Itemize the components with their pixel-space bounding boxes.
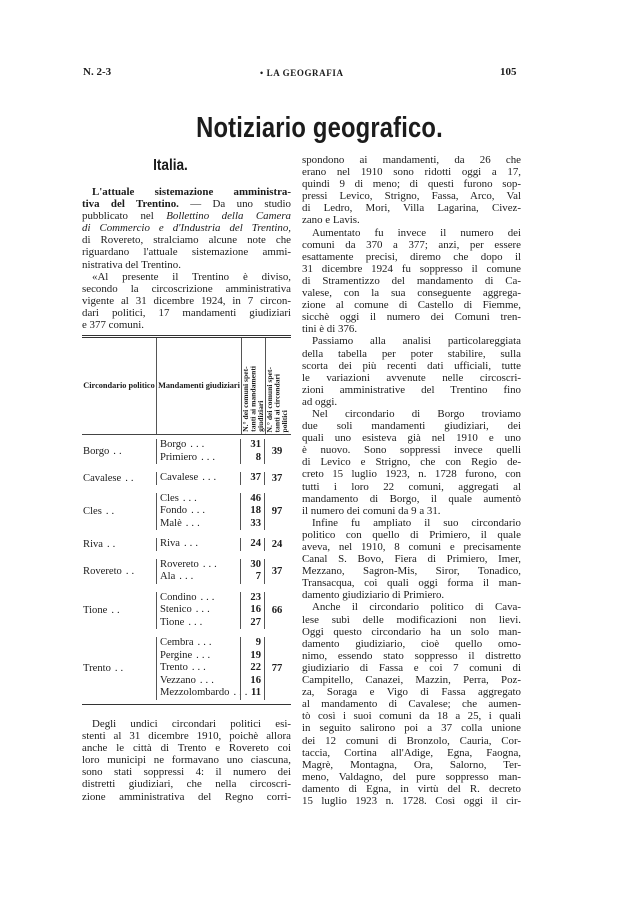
- text-line: [82, 198, 291, 210]
- leader-dots: ...: [202, 472, 220, 483]
- circondario-total: 37: [271, 472, 283, 484]
- leader-dots: ...: [196, 649, 214, 661]
- mandamento-name: Rovereto: [160, 558, 199, 570]
- mandamento: [160, 518, 240, 531]
- paragraph: [302, 408, 521, 517]
- circondario-total: 77: [271, 662, 283, 674]
- table-row: [82, 468, 291, 489]
- text-line: creto 15 luglio 1923, n. 1728 furono, con: [302, 468, 521, 481]
- mandamento-count: 7: [255, 571, 261, 582]
- text-segment: L'attuale sistemazione amministra-: [92, 186, 291, 198]
- mandamento-name: Condino: [160, 591, 197, 603]
- header-cell: [82, 338, 156, 434]
- leader-dots: ...: [184, 538, 201, 549]
- issue-number: N. 2-3: [83, 66, 112, 78]
- leader-dots: ...: [188, 616, 206, 628]
- mandamento: [160, 493, 240, 506]
- paragraph: [302, 154, 521, 227]
- page-number: 105: [500, 66, 517, 78]
- mandamento-count: 16: [250, 604, 261, 615]
- mandamento-count: 30: [250, 558, 261, 570]
- mandamento: [160, 592, 240, 605]
- page-title: Notiziario geografico.: [196, 112, 443, 144]
- text-line: Oggi questo circondario ha un solo man-: [302, 625, 521, 638]
- table-row: [82, 435, 291, 468]
- mandamento-count: 24: [250, 538, 261, 549]
- text-line: giudiziario di Fassa e coi 7 comuni di: [302, 661, 521, 674]
- count-cell: [240, 472, 264, 485]
- right-column-text: [302, 154, 521, 807]
- mandamento-count: 9: [255, 637, 261, 648]
- mandamento-count: 8: [255, 451, 261, 463]
- mandamenti-cell: [156, 493, 240, 531]
- mandamento: [160, 452, 240, 465]
- mandamento-count: 16: [250, 674, 261, 686]
- text-line: anche le città di Trento e Rovereto coi: [82, 742, 291, 755]
- mandamento-count: 27: [250, 616, 261, 628]
- text-line: damento giudiziario di Primiero.: [302, 589, 445, 602]
- mandamento-name: Primiero: [160, 451, 198, 463]
- leader-dots: ...: [190, 439, 208, 450]
- text-line: erano nel 1910 sono ridotti oggi a 17,: [302, 166, 521, 179]
- text-line: dei 12 comuni di Bronzolo, Cauria, Cor-: [302, 734, 521, 747]
- circondario-name: Tione: [83, 604, 108, 616]
- administrative-table: [82, 335, 291, 705]
- mandamento-count: 19: [250, 649, 261, 661]
- total-cell: [264, 538, 289, 551]
- text-line: tini è di 376.: [302, 323, 358, 336]
- circondario-name: Cavalese: [83, 472, 122, 484]
- mandamento: [160, 637, 240, 650]
- mandamento: [160, 675, 240, 688]
- text-line: due soli mandamenti giudiziari, dei: [302, 420, 521, 433]
- mandamento-name: Cavalese: [160, 472, 199, 483]
- text-line: za, Soraga e Vigo di Fassa aggregato: [302, 686, 521, 699]
- count-cell: [240, 592, 264, 630]
- table-row: [82, 588, 291, 634]
- mandamento-count: 31: [250, 439, 261, 450]
- total-cell: [264, 493, 289, 531]
- paragraph: [302, 517, 521, 602]
- text-line: valese, con la sua conseguente aggrega-: [302, 287, 521, 300]
- mandamento-count: 46: [250, 492, 261, 504]
- text-line: di Levico e Strigno, che con Regio de-: [302, 456, 521, 469]
- mandamenti-cell: [156, 637, 251, 700]
- leader-dots: ...: [199, 674, 217, 686]
- text-segment: secondo la circoscrizione amministrativa: [82, 282, 291, 295]
- text-line: Magrè, Montagna, Ora, Salorno, Ter-: [302, 758, 521, 771]
- mandamento: [160, 559, 240, 572]
- mandamento-name: Fondo: [160, 505, 188, 516]
- left-bottom-paragraph: [82, 718, 291, 803]
- text-line: della tabella per poter stabilire, sulla: [302, 347, 521, 360]
- mandamento-name: Cembra: [160, 637, 194, 648]
- text-line: le variazioni avvenute nelle circoscri-: [302, 371, 521, 384]
- mandamento-count: 18: [250, 505, 261, 516]
- leader-dots: ...: [197, 637, 215, 648]
- mandamento-name: Malè: [160, 517, 182, 529]
- mandamento-name: Tione: [160, 616, 185, 628]
- text-line: esattamente precisi, diremo che dopo il: [302, 250, 521, 263]
- mandamento-count: 37: [250, 472, 261, 483]
- text-line: Anche il circondario politico di Cava-: [312, 601, 521, 614]
- mandamenti-cell: [156, 559, 240, 584]
- text-line: [82, 246, 291, 258]
- text-line: [82, 295, 291, 307]
- mandamento: [160, 571, 240, 584]
- text-line: quali uno esisteva già nel 1910 e uno: [302, 432, 521, 445]
- text-line: loro municipi ne formavano uno ciascuna,: [82, 754, 291, 767]
- header-cell: [265, 338, 289, 434]
- leader-dots: ..: [125, 565, 138, 577]
- text-line: Nel circondario di Borgo troviamo: [312, 407, 521, 420]
- total-cell: [264, 472, 289, 485]
- running-head: • LA GEOGRAFIA: [260, 68, 344, 78]
- text-line: aveva, nel 1910, 8 comuni e precisamente: [302, 541, 521, 553]
- leader-dots: ..: [111, 604, 123, 616]
- text-segment: nistrativa del Trentino.: [82, 258, 181, 271]
- header-label: Circondario politico: [83, 381, 155, 390]
- mandamento: [160, 687, 251, 700]
- table-row: [82, 489, 291, 535]
- text-line: [82, 210, 291, 222]
- text-segment: «Al presente il Trentino è diviso,: [92, 270, 291, 283]
- text-line: mandamento di Borgo, il quale aumentò: [302, 492, 521, 505]
- count-cell: [240, 493, 264, 531]
- leader-dots: ...: [191, 662, 209, 673]
- mandamento-name: Cles: [160, 492, 179, 504]
- circondario-cell: [82, 637, 156, 700]
- mandamento: [160, 472, 240, 485]
- text-line: è nuovo. Sono soppressi invece quelli: [302, 444, 521, 457]
- text-line: Degli undici circondari politici esi-: [92, 718, 291, 730]
- text-line: scorta dei più recenti dati ufficiali, tutte: [302, 359, 521, 372]
- leader-dots: ...: [191, 505, 209, 516]
- mandamento-name: Ala: [160, 571, 176, 582]
- text-line: in seguito salirono poi a 37 colla unione: [302, 722, 521, 735]
- text-line: sicchè oggi il numero dei Comuni tren-: [302, 311, 521, 324]
- header-label: N.° dei comuni spet- tanti ai circondari politici: [265, 366, 290, 432]
- header-label: Mandamenti giudiziari: [158, 381, 240, 390]
- mandamento: [160, 617, 240, 630]
- text-line: spondono ai mandamenti, da 26 che: [302, 154, 521, 166]
- mandamento-name: Borgo: [160, 439, 187, 450]
- mandamento-name: Stenico: [160, 604, 192, 615]
- text-line: Mezzano, Sagron-Mis, Siror, Tonadico,: [302, 565, 521, 578]
- count-cell: [240, 637, 264, 700]
- text-line: zioni amministrative del Trentino fino: [302, 383, 521, 396]
- leader-dots: ..: [105, 505, 118, 517]
- mandamento-name: Vezzano: [160, 674, 196, 686]
- text-line: 31 dicembre 1924 fu soppresso il comune: [302, 262, 521, 275]
- mandamento-count: 23: [250, 591, 261, 603]
- text-line: zione amministrativa del Regno corri-: [82, 790, 291, 803]
- section-heading: Italia.: [153, 157, 188, 174]
- text-line: pressi Levico, Strigno, Fassa, Arco, Val: [302, 190, 521, 203]
- text-line: tò così i suoi comuni da 18 a 25, i quali: [302, 710, 521, 723]
- text-line: zano e Lavis.: [302, 214, 360, 227]
- text-segment: di Commercio e d'Industria del Trentino,: [82, 222, 291, 235]
- text-line: Aumentato fu invece il numero dei: [312, 226, 521, 239]
- text-line: [82, 307, 291, 319]
- mandamento: [160, 662, 240, 675]
- total-cell: [264, 592, 289, 630]
- text-line: [82, 271, 291, 283]
- text-line: damento giudiziario, cioè quello omo-: [302, 637, 521, 650]
- text-line: [82, 319, 291, 331]
- circondario-cell: [82, 538, 156, 551]
- circondario-name: Riva: [83, 538, 104, 550]
- text-line: [82, 283, 291, 295]
- circondario-name: Borgo: [83, 446, 110, 457]
- text-line: Passiamo alla analisi particolareggiata: [312, 335, 521, 348]
- text-line: politico con quello di Primiero, il quale: [302, 528, 521, 541]
- mandamento-name: Mezzolombardo: [160, 687, 230, 698]
- circondario-total: 37: [271, 565, 283, 577]
- leader-dots: ...: [200, 591, 218, 603]
- leader-dots: ...: [195, 604, 213, 615]
- text-segment: riguardano l'attuale sistemazione ammi-: [82, 246, 291, 259]
- text-line: taccia, Cortina all'Adige, Egna, Faogna,: [302, 746, 521, 759]
- text-segment: Bollettino della Camera: [166, 210, 291, 223]
- text-line: Canal S. Bovo, Fiera di Primiero, Imer,: [302, 553, 521, 566]
- circondario-cell: [82, 493, 156, 531]
- text-line: meno, Valdagno, del pure soppresso man-: [302, 770, 521, 783]
- text-segment: — Da uno studio: [178, 198, 291, 211]
- mandamenti-cell: [156, 472, 240, 485]
- leader-dots: ...: [202, 558, 220, 570]
- mandamenti-cell: [156, 439, 240, 464]
- total-cell: [264, 637, 289, 700]
- leader-dots: ...: [201, 451, 219, 463]
- mandamento: [160, 505, 240, 518]
- circondario-cell: [82, 592, 156, 630]
- text-line: distretti giudiziari, che nella circoscri-: [82, 778, 291, 791]
- text-line: al mandamento di Cavalese; che aumen-: [302, 698, 521, 711]
- table-row: [82, 534, 291, 555]
- text-line: lese subì delle modificazioni non lievi.: [302, 613, 521, 626]
- leader-dots: ...: [185, 517, 203, 529]
- text-line: quindi 9 di meno; di questi furono sop-: [302, 178, 521, 191]
- circondario-total: 39: [271, 446, 283, 457]
- mandamento-count: 22: [250, 662, 261, 673]
- paragraph: [302, 227, 521, 336]
- count-cell: [240, 538, 264, 551]
- text-segment: tiva del Trentino.: [82, 198, 179, 211]
- leader-dots: ...: [182, 492, 200, 504]
- mandamento: [160, 604, 240, 617]
- table-row: [82, 555, 291, 588]
- mandamento-count: 11: [250, 687, 261, 698]
- total-cell: [264, 439, 289, 464]
- paragraph: [302, 601, 521, 807]
- circondario-total: 97: [271, 505, 283, 517]
- text-line: di Ledro, Mori, Villa Lagarina, Civez-: [302, 202, 521, 215]
- header-label: N.° dei comuni spet- tanti ai mandamenti giudiziari: [241, 366, 266, 432]
- text-line: [82, 234, 291, 246]
- leader-dots: ..: [114, 662, 127, 674]
- text-line: ad oggi.: [302, 395, 338, 408]
- mandamento: [160, 650, 240, 663]
- text-line: Infine fu ampliato il suo circondario: [312, 516, 521, 529]
- leader-dots: ...: [179, 571, 197, 582]
- circondario-cell: [82, 559, 156, 584]
- total-cell: [264, 559, 289, 584]
- text-line: sono stati soppressi 4: il numero dei: [82, 766, 291, 779]
- text-line: di Stramentizzo del mandamento di Ca-: [302, 274, 521, 287]
- text-line: [82, 186, 291, 198]
- count-cell: [240, 439, 264, 464]
- leader-dots: ..: [107, 538, 119, 550]
- text-line: 15 luglio 1923 n. 1728. Così oggi il cir-: [302, 794, 521, 807]
- text-line: nimo, essendo stato soppresso il distretto: [302, 649, 521, 662]
- circondario-cell: [82, 472, 156, 485]
- text-segment: e 377 comuni.: [82, 319, 145, 332]
- mandamento: [160, 538, 240, 551]
- mandamento: [160, 439, 240, 452]
- circondario-total: 24: [271, 538, 283, 550]
- mandamento-name: Pergine: [160, 649, 193, 661]
- leader-dots: ...: [233, 687, 251, 698]
- text-segment: pubblicato nel: [82, 210, 167, 223]
- header-cell: [156, 338, 241, 434]
- text-segment: vigente al 31 dicembre 1924, in 7 circon-: [82, 294, 291, 307]
- text-line: il numero dei comuni da 9 a 31.: [302, 504, 441, 517]
- text-segment: dari politici, 17 mandamenti giudiziari: [82, 306, 291, 319]
- mandamento-count: 33: [250, 517, 261, 529]
- mandamento-name: Trento: [160, 662, 188, 673]
- text-segment: di Rovereto, stralciamo alcune note che: [82, 234, 291, 247]
- leader-dots: ..: [125, 472, 137, 484]
- count-cell: [240, 559, 264, 584]
- header-cell: [241, 338, 265, 434]
- intro-paragraphs: [82, 186, 291, 331]
- mandamento-name: Riva: [160, 538, 181, 549]
- circondario-total: 66: [271, 604, 283, 616]
- text-line: stenti al 31 dicembre 1910, poichè allora: [82, 730, 291, 743]
- text-line: zione al comune di Castello di Fiemme,: [302, 299, 521, 312]
- text-line: comuni da 370 a 377; anzi, per essere: [302, 238, 521, 251]
- text-line: [82, 222, 291, 234]
- text-line: Transacqua, coi quali oggi forma il man-: [302, 577, 521, 590]
- text-line: damento di Egna, in virtù del R. decreto: [302, 782, 521, 795]
- text-line: Campitello, Canazei, Mazzin, Perra, Poz-: [302, 674, 521, 687]
- table-row: [82, 633, 291, 704]
- circondario-name: Trento: [83, 662, 111, 674]
- mandamenti-cell: [156, 538, 240, 551]
- mandamenti-cell: [156, 592, 240, 630]
- table-header: [82, 338, 291, 435]
- text-line: tutti i loro 22 comuni, aggregati al: [302, 480, 521, 493]
- circondario-name: Rovereto: [83, 565, 122, 577]
- circondario-name: Cles: [83, 505, 102, 517]
- paragraph: [302, 335, 521, 408]
- leader-dots: ..: [113, 446, 125, 457]
- circondario-cell: [82, 439, 156, 464]
- text-line: [82, 259, 291, 271]
